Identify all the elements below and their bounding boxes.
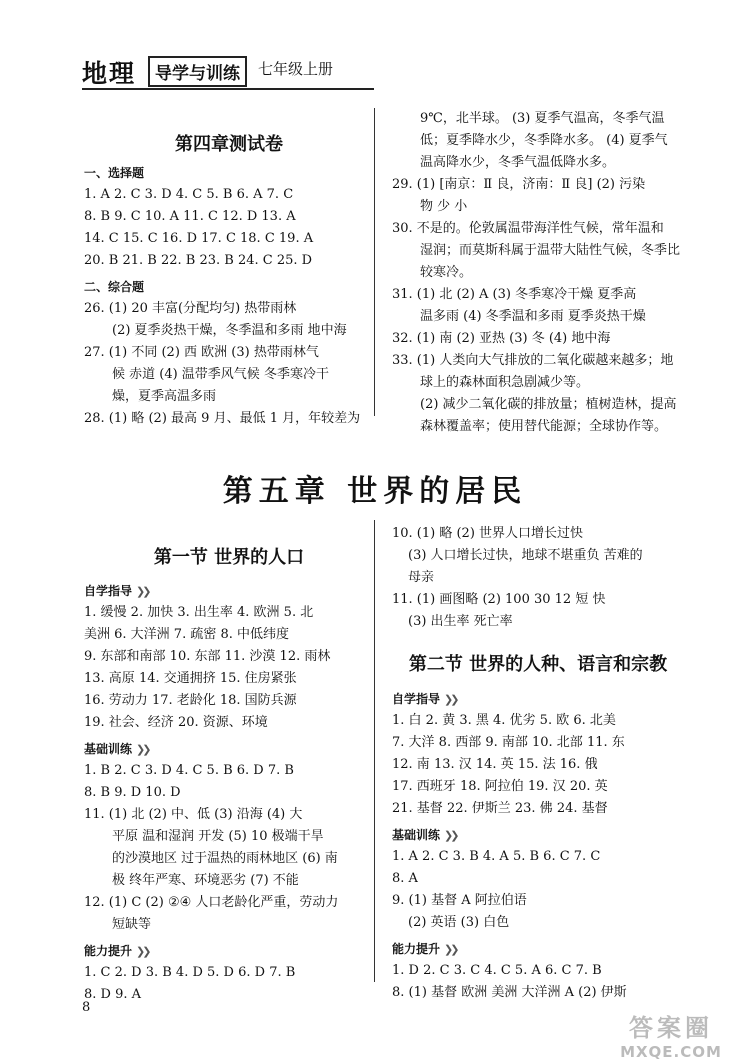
answer-text: 9. 东部和南部 10. 东部 11. 沙漠 12. 雨林 — [84, 649, 331, 664]
answer-text: 短缺等 — [112, 917, 152, 932]
answer-text: 8. D 9. A — [84, 987, 142, 1002]
subsection-label — [84, 580, 369, 602]
answer-text: 32. (1) 南 (2) 亚热 (3) 冬 (4) 地中海 — [392, 331, 611, 346]
answer-line — [84, 892, 369, 914]
answer-text: 19. 社会、经济 20. 资源、环境 — [84, 715, 268, 730]
subsection-label-text: 二、综合题 — [84, 280, 145, 294]
answer-line — [392, 152, 677, 174]
answer-line — [392, 776, 677, 798]
chevron-right-icon: ❯❯ — [136, 743, 149, 756]
answer-text: 17. 西班牙 18. 阿拉伯 19. 汉 20. 英 — [392, 779, 608, 794]
answer-text: 33. (1) 人类向大气排放的二氧化碳越来越多；地 — [392, 353, 674, 368]
chevron-right-icon: ❯❯ — [444, 943, 457, 956]
answer-text: 极 终年严寒、环境恶劣 (7) 不能 — [112, 873, 299, 888]
subsection-label-text: 基础训练 — [392, 828, 441, 842]
answer-line — [392, 130, 677, 152]
answer-line — [84, 342, 369, 364]
header-rule — [82, 88, 374, 90]
answer-line — [84, 184, 369, 206]
answer-text: 的沙漠地区 过于温热的雨林地区 (6) 南 — [112, 851, 338, 866]
subsection-label — [392, 688, 677, 710]
answer-line — [392, 890, 677, 912]
answer-text: 12. (1) C (2) ②④ 人口老龄化严重，劳动力 — [84, 895, 339, 910]
answer-line — [392, 982, 677, 1004]
answer-text: 8. A — [392, 871, 418, 886]
book-title: 导学与训练 — [148, 56, 247, 87]
chapter4-left-column — [84, 162, 369, 430]
answer-text: 平原 温和湿润 开发 (5) 10 极端干旱 — [112, 829, 324, 844]
answer-line — [392, 394, 677, 416]
answer-text: 21. 基督 22. 伊斯兰 23. 佛 24. 基督 — [392, 801, 608, 816]
subsection-label-text: 能力提升 — [392, 942, 441, 956]
answer-line — [84, 804, 369, 826]
chevron-right-icon: ❯❯ — [444, 693, 457, 706]
answer-text: 16. 劳动力 17. 老龄化 18. 国防兵源 — [84, 693, 297, 708]
answer-line — [84, 914, 369, 936]
answer-line — [84, 712, 369, 734]
watermark-logo-text: 答案圈 — [629, 1014, 713, 1042]
answer-text: 美洲 6. 大洋洲 7. 疏密 8. 中低纬度 — [84, 627, 290, 642]
answer-line — [84, 984, 369, 1006]
answer-text: (3) 出生率 死亡率 — [408, 614, 513, 629]
answer-line — [84, 870, 369, 892]
answer-line — [392, 523, 677, 545]
chapter4-right-column — [392, 108, 681, 438]
answer-text: 物 少 小 — [420, 199, 468, 214]
answer-text: 29. (1) [南京：Ⅱ 良，济南：Ⅱ 良] (2) 污染 — [392, 177, 646, 192]
answer-text: 28. (1) 略 (2) 最高 9 月、最低 1 月，年较差为 — [84, 411, 361, 426]
answer-text: 1. 缓慢 2. 加快 3. 出生率 4. 欧洲 5. 北 — [84, 605, 314, 620]
subsection-label-text: 自学指导 — [392, 692, 441, 706]
answer-text: 31. (1) 北 (2) A (3) 冬季寒冷干燥 夏季高 — [392, 287, 637, 302]
answer-line — [392, 846, 677, 868]
answer-line — [84, 364, 369, 386]
column-divider-lower — [374, 520, 375, 982]
answer-line — [84, 408, 369, 430]
answer-text: 9. (1) 基督 A 阿拉伯语 — [392, 893, 527, 908]
answer-line — [392, 350, 677, 372]
answer-line — [84, 228, 369, 250]
answer-line — [392, 372, 677, 394]
answer-text: 1. A 2. C 3. B 4. A 5. B 6. C 7. C — [392, 849, 601, 864]
answer-line — [392, 284, 677, 306]
answer-text: 11. (1) 画图略 (2) 100 30 12 短 快 — [392, 592, 606, 607]
answer-text: (2) 夏季炎热干燥，冬季温和多雨 地中海 — [112, 323, 347, 338]
answer-text: 较寒冷。 — [420, 265, 473, 280]
answer-line — [392, 710, 677, 732]
answer-text: 10. (1) 略 (2) 世界人口增长过快 — [392, 526, 584, 541]
grade-label: 七年级上册 — [258, 60, 334, 78]
answer-text: 低；夏季降水少，冬季降水多。 (4) 夏季气 — [420, 133, 668, 148]
answer-line — [392, 262, 677, 284]
answer-text: (2) 英语 (3) 白色 — [408, 915, 510, 930]
answer-line — [392, 174, 677, 196]
answer-line — [84, 782, 369, 804]
subsection-label — [84, 738, 369, 760]
chevron-right-icon: ❯❯ — [136, 945, 149, 958]
answer-line — [84, 760, 369, 782]
answer-line — [392, 611, 677, 633]
section2-title: 第二节 世界的人种、语言和宗教 — [408, 654, 668, 675]
answer-line — [84, 320, 369, 342]
answer-line — [392, 108, 677, 130]
answer-line — [392, 868, 677, 890]
chapter5-title: 第五章 世界的居民 — [222, 474, 528, 509]
subsection-label — [392, 824, 677, 846]
answer-line — [84, 668, 369, 690]
answer-line — [84, 826, 369, 848]
answer-text: 温高降水少，冬季气温低降水多。 — [420, 155, 616, 170]
answer-text: 燥，夏季高温多雨 — [112, 389, 217, 404]
answer-line — [392, 960, 677, 982]
answer-text: 26. (1) 20 丰富(分配均匀) 热带雨林 — [84, 301, 297, 316]
answer-text: (2) 减少二氧化碳的排放量；植树造林，提高 — [420, 397, 677, 412]
answer-line — [392, 240, 681, 262]
subsection-label-text: 一、选择题 — [84, 166, 145, 180]
answer-line — [392, 732, 677, 754]
answer-line — [84, 962, 369, 984]
page-number: 8 — [82, 1000, 91, 1015]
answer-text: 11. (1) 北 (2) 中、低 (3) 沿海 (4) 大 — [84, 807, 303, 822]
answer-line — [392, 218, 677, 240]
answer-text: 14. C 15. C 16. D 17. C 18. C 19. A — [84, 231, 314, 246]
chevron-right-icon: ❯❯ — [444, 829, 457, 842]
answer-text: 母亲 — [408, 570, 435, 585]
answer-line — [392, 196, 677, 218]
answer-text: 20. B 21. B 22. B 23. B 24. C 25. D — [84, 253, 313, 268]
answer-text: 27. (1) 不同 (2) 西 欧洲 (3) 热带雨林气 — [84, 345, 319, 360]
answer-text: 湿润；而莫斯科属于温带大陆性气候，冬季比 — [420, 243, 681, 258]
answer-text: 8. B 9. D 10. D — [84, 785, 181, 800]
answer-line — [84, 386, 369, 408]
answer-line — [392, 567, 677, 589]
answer-text: 球上的森林面积急剧减少等。 — [420, 375, 590, 390]
page-header — [82, 50, 682, 90]
answer-text: 1. B 2. C 3. D 4. C 5. B 6. D 7. B — [84, 763, 294, 778]
watermark — [596, 1008, 746, 1061]
answer-line — [84, 690, 369, 712]
answer-line — [392, 589, 677, 611]
answer-text: 候 赤道 (4) 温带季风气候 冬季寒冷干 — [112, 367, 329, 382]
answer-line — [84, 206, 369, 228]
answer-line — [392, 912, 677, 934]
answer-text: 7. 大洋 8. 西部 9. 南部 10. 北部 11. 东 — [392, 735, 625, 750]
answer-line — [392, 306, 677, 328]
answer-text: 1. D 2. C 3. C 4. C 5. A 6. C 7. B — [392, 963, 602, 978]
section1-continued — [392, 523, 677, 633]
chapter4-test-title: 第四章测试卷 — [175, 134, 283, 155]
subsection-label-text: 自学指导 — [84, 584, 133, 598]
section2-answers — [392, 688, 677, 1004]
answer-text: 12. 南 13. 汉 14. 英 15. 法 16. 俄 — [392, 757, 598, 772]
answer-text: 1. C 2. D 3. B 4. D 5. D 6. D 7. B — [84, 965, 296, 980]
answer-line — [392, 545, 677, 567]
answer-line — [392, 798, 677, 820]
watermark-url: MXQE.COM — [620, 1043, 722, 1061]
subsection-label — [84, 940, 369, 962]
subsection-label — [392, 938, 677, 960]
answer-line — [84, 848, 369, 870]
subsection-label-text: 能力提升 — [84, 944, 133, 958]
answer-line — [84, 624, 369, 646]
answer-line — [392, 416, 677, 438]
answer-text: 8. B 9. C 10. A 11. C 12. D 13. A — [84, 209, 296, 224]
answer-text: 8. (1) 基督 欧洲 美洲 大洋洲 A (2) 伊斯 — [392, 985, 627, 1000]
answer-text: 森林覆盖率；使用替代能源；全球协作等。 — [420, 419, 668, 434]
answer-text: 13. 高原 14. 交通拥挤 15. 住房紧张 — [84, 671, 297, 686]
answer-line — [84, 646, 369, 668]
section1-title: 第一节 世界的人口 — [153, 547, 305, 568]
subsection-label — [84, 276, 369, 298]
answer-text: 1. 白 2. 黄 3. 黑 4. 优劣 5. 欧 6. 北美 — [392, 713, 616, 728]
answer-line — [84, 250, 369, 272]
subject-label: 地理 — [82, 59, 137, 88]
answer-line — [84, 602, 369, 624]
section1-answers — [84, 580, 369, 1006]
column-divider — [374, 108, 375, 416]
answer-text: 温多雨 (4) 冬季温和多雨 夏季炎热干燥 — [420, 309, 646, 324]
answer-line — [392, 754, 677, 776]
subsection-label-text: 基础训练 — [84, 742, 133, 756]
answer-line — [392, 328, 677, 350]
answer-text: 1. A 2. C 3. D 4. C 5. B 6. A 7. C — [84, 187, 294, 202]
answer-text: 9℃，北半球。 (3) 夏季气温高，冬季气温 — [420, 111, 665, 126]
answer-text: (3) 人口增长过快，地球不堪重负 苦难的 — [408, 548, 643, 563]
chevron-right-icon: ❯❯ — [136, 585, 149, 598]
answer-line — [84, 298, 369, 320]
answer-text: 30. 不是的。伦敦属温带海洋性气候，常年温和 — [392, 221, 664, 236]
subsection-label — [84, 162, 369, 184]
